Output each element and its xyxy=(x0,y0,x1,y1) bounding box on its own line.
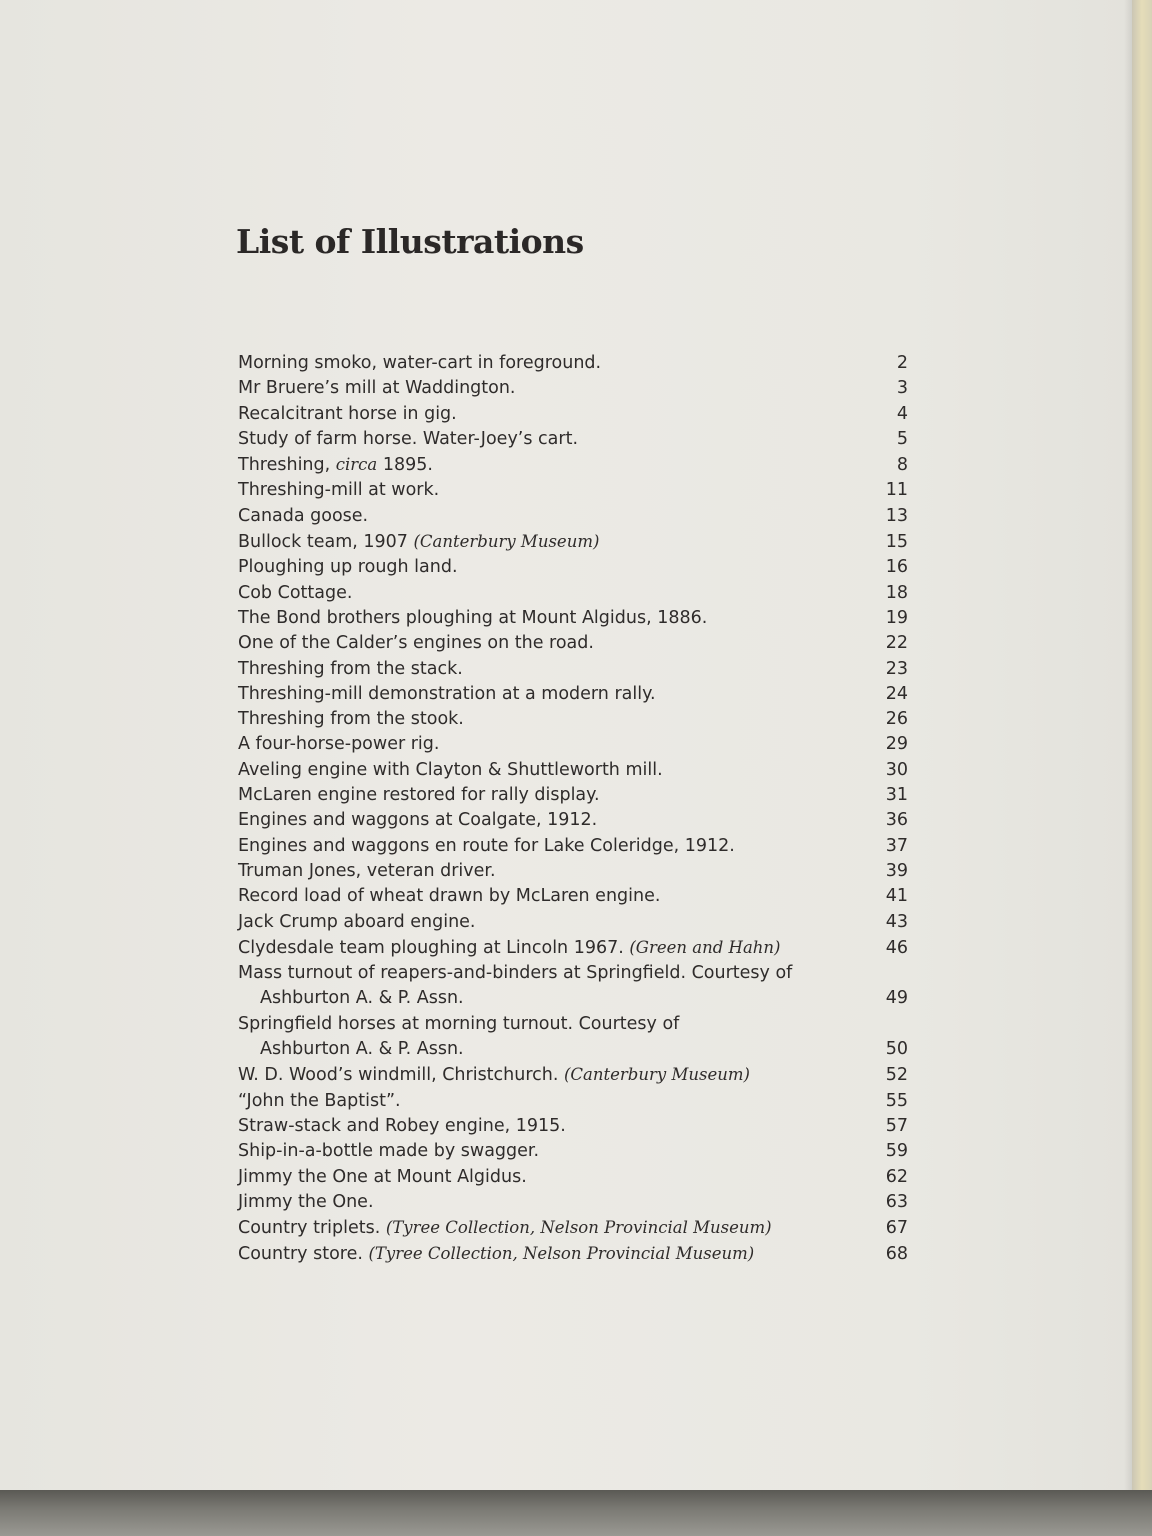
list-item xyxy=(238,707,908,732)
caption-text-after: 1895. xyxy=(377,455,433,476)
illustration-caption xyxy=(238,910,868,935)
illustration-caption xyxy=(238,555,868,580)
page-number: 50 xyxy=(885,1039,908,1060)
illustration-caption xyxy=(238,1089,868,1114)
list-item xyxy=(238,1089,908,1114)
list-item xyxy=(238,808,908,833)
caption-text: Ploughing up rough land. xyxy=(238,557,458,578)
illustration-caption xyxy=(238,631,868,656)
illustration-caption xyxy=(238,452,868,478)
page-number: 4 xyxy=(896,403,908,424)
caption-text: Record load of wheat drawn by McLaren engine. xyxy=(238,886,661,907)
illustration-caption xyxy=(238,758,868,783)
caption-text: Threshing-mill demonstration at a modern rally. xyxy=(238,683,656,704)
caption-credit: (Green and Hahn) xyxy=(629,937,781,957)
caption-text: Aveling engine with Clayton & Shuttleworth mill. xyxy=(238,759,663,780)
illustration-caption xyxy=(238,351,868,376)
list-item xyxy=(238,529,908,555)
caption-text: Threshing from the stack. xyxy=(238,658,463,679)
illustration-caption xyxy=(238,581,868,606)
illustration-caption xyxy=(238,732,868,757)
list-item xyxy=(238,631,908,656)
page-number: 15 xyxy=(885,532,908,553)
list-item xyxy=(238,478,908,503)
caption-text: The Bond brothers ploughing at Mount Algidus, 1886. xyxy=(238,607,708,628)
caption-text: Country store. xyxy=(238,1244,369,1265)
caption-text: Country triplets. xyxy=(238,1218,386,1239)
page-number: 52 xyxy=(885,1065,908,1086)
caption-text: Engines and waggons en route for Lake Coleridge, 1912. xyxy=(238,835,735,856)
caption-text: Jimmy the One at Mount Algidus. xyxy=(238,1166,527,1187)
illustration-caption xyxy=(238,478,868,503)
list-item xyxy=(238,859,908,884)
caption-text: One of the Calder’s engines on the road. xyxy=(238,633,594,654)
page-number: 8 xyxy=(896,455,908,476)
caption-text: Recalcitrant horse in gig. xyxy=(238,403,457,424)
illustration-caption xyxy=(238,376,868,401)
list-item xyxy=(238,910,908,935)
illustration-caption xyxy=(238,1062,868,1088)
illustration-caption xyxy=(238,682,868,707)
page-number: 19 xyxy=(885,607,908,628)
page-number: 23 xyxy=(885,658,908,679)
caption-credit: (Canterbury Museum) xyxy=(413,532,600,552)
illustration-caption xyxy=(238,859,868,884)
caption-continuation: Ashburton A. & P. Assn. xyxy=(260,1039,464,1060)
page-title: List of Illustrations xyxy=(236,222,584,261)
caption-text: W. D. Wood’s windmill, Christchurch. xyxy=(238,1065,564,1086)
page-number: 22 xyxy=(885,633,908,654)
caption-text: Springfield horses at morning turnout. Courtesy of xyxy=(238,1013,680,1034)
caption-text: Cob Cottage. xyxy=(238,582,353,603)
list-item xyxy=(238,783,908,808)
caption-text: McLaren engine restored for rally display. xyxy=(238,785,600,806)
caption-text: “John the Baptist”. xyxy=(238,1090,401,1111)
illustration-caption xyxy=(238,1241,868,1267)
list-item xyxy=(238,1241,908,1267)
caption-credit: (Tyree Collection, Nelson Provincial Museum) xyxy=(385,1218,772,1238)
page-number: 41 xyxy=(885,886,908,907)
caption-text: Clydesdale team ploughing at Lincoln 1967. xyxy=(238,937,630,958)
illustration-caption xyxy=(238,1165,868,1190)
illustration-caption xyxy=(238,606,868,631)
list-item xyxy=(238,1139,908,1164)
page-number: 49 xyxy=(885,988,908,1009)
list-item xyxy=(238,1012,908,1063)
page-number: 2 xyxy=(896,353,908,373)
caption-credit: circa xyxy=(335,455,378,475)
page-number: 36 xyxy=(885,810,908,831)
illustration-caption xyxy=(238,1012,868,1063)
illustration-caption xyxy=(238,884,868,909)
page-number: 59 xyxy=(885,1141,908,1162)
caption-text: Engines and waggons at Coalgate, 1912. xyxy=(238,810,598,831)
page-number: 26 xyxy=(885,709,908,730)
caption-text: Threshing from the stook. xyxy=(238,709,464,730)
illustration-caption xyxy=(238,529,868,555)
list-item xyxy=(238,1062,908,1088)
page-number: 67 xyxy=(885,1218,908,1239)
caption-text: Ship-in-a-bottle made by swagger. xyxy=(238,1141,540,1162)
page-number: 57 xyxy=(885,1115,908,1136)
caption-text: Study of farm horse. Water-Joey’s cart. xyxy=(238,428,579,449)
illustration-caption xyxy=(238,961,868,1012)
list-item xyxy=(238,1215,908,1241)
illustration-caption xyxy=(238,427,868,452)
caption-text: Threshing-mill at work. xyxy=(238,480,440,501)
list-item xyxy=(238,452,908,478)
page-number: 55 xyxy=(885,1090,908,1111)
caption-text: Mass turnout of reapers-and-binders at Springfield. Courtesy of xyxy=(238,963,793,984)
illustration-caption xyxy=(238,935,868,961)
caption-text: Straw-stack and Robey engine, 1915. xyxy=(238,1115,566,1136)
page-number: 29 xyxy=(885,734,908,755)
illustration-caption xyxy=(238,783,868,808)
caption-text: Mr Bruere’s mill at Waddington. xyxy=(238,378,516,399)
caption-text: Jack Crump aboard engine. xyxy=(238,911,476,932)
page-number: 13 xyxy=(885,505,908,526)
list-item xyxy=(238,402,908,427)
list-item xyxy=(238,1165,908,1190)
page-number: 5 xyxy=(896,428,908,449)
illustration-caption xyxy=(238,1114,868,1139)
illustration-caption xyxy=(238,1215,868,1241)
page-number: 18 xyxy=(885,582,908,603)
illustration-caption xyxy=(238,1190,868,1215)
caption-credit: (Tyree Collection, Nelson Provincial Museum) xyxy=(368,1244,755,1264)
page-edge xyxy=(1132,0,1152,1490)
illustration-caption xyxy=(238,1139,868,1164)
list-item xyxy=(238,427,908,452)
caption-credit: (Canterbury Museum) xyxy=(564,1065,750,1085)
caption-text: Canada goose. xyxy=(238,505,369,526)
list-item xyxy=(238,376,908,401)
illustration-caption xyxy=(238,707,868,732)
list-item xyxy=(238,682,908,707)
page-number: 31 xyxy=(885,785,908,806)
caption-text: Threshing, xyxy=(238,455,336,476)
page-number: 37 xyxy=(885,835,908,856)
page-number: 30 xyxy=(885,759,908,780)
page-number: 3 xyxy=(896,378,908,399)
list-item xyxy=(238,935,908,961)
illustration-caption xyxy=(238,504,868,529)
caption-text: Bullock team, 1907 xyxy=(238,532,414,553)
page-number: 62 xyxy=(885,1166,908,1187)
caption-text: Truman Jones, veteran driver. xyxy=(238,860,496,881)
page-number: 11 xyxy=(885,480,908,501)
page-number: 39 xyxy=(885,860,908,881)
list-item xyxy=(238,834,908,859)
list-item xyxy=(238,1190,908,1215)
list-item xyxy=(238,351,908,376)
list-item xyxy=(238,606,908,631)
list-item xyxy=(238,555,908,580)
illustration-caption xyxy=(238,657,868,682)
illustration-list xyxy=(238,351,908,1268)
page-number: 63 xyxy=(885,1191,908,1212)
list-item xyxy=(238,504,908,529)
caption-text: Morning smoko, water-cart in foreground. xyxy=(238,353,602,373)
illustration-caption xyxy=(238,402,868,427)
list-item xyxy=(238,758,908,783)
page-number: 16 xyxy=(885,557,908,578)
list-item xyxy=(238,581,908,606)
list-item xyxy=(238,884,908,909)
bottom-shadow xyxy=(0,1490,1152,1536)
page-number: 46 xyxy=(885,937,908,958)
list-item xyxy=(238,657,908,682)
page-number: 43 xyxy=(885,911,908,932)
caption-text: A four-horse-power rig. xyxy=(238,734,440,755)
illustration-caption xyxy=(238,834,868,859)
list-item xyxy=(238,961,908,1012)
page-number: 68 xyxy=(885,1244,908,1265)
page-number: 24 xyxy=(885,683,908,704)
list-item xyxy=(238,732,908,757)
caption-continuation: Ashburton A. & P. Assn. xyxy=(260,988,464,1009)
caption-text: Jimmy the One. xyxy=(238,1191,374,1212)
illustration-caption xyxy=(238,808,868,833)
list-item xyxy=(238,1114,908,1139)
